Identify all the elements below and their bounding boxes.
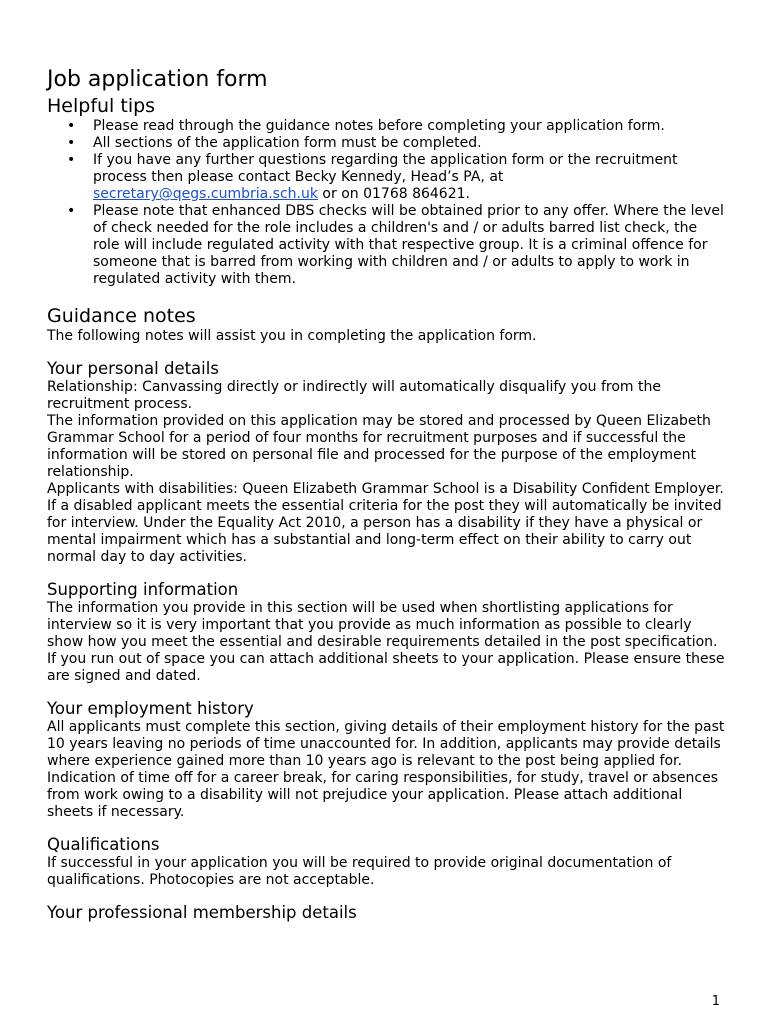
list-item <box>47 152 727 203</box>
section-heading: Your professional membership details <box>47 903 357 922</box>
section-paragraph: If successful in your application you will be required to provide original documentation of qualifications. Photocopies are not acceptable. <box>47 855 672 888</box>
tip-text: or on 01768 864621. <box>317 186 470 202</box>
section-paragraph: All applicants must complete this section, giving details of their employment history for the past 10 years leaving no periods of time unaccounted for. In addition, applicants may provide details where experience gained more than 10 years ago is relevant to the post being applied for. Indication of time off for a career break, for caring responsibilities, for study, travel or absences from work owing to a disability will not prejudice your application. Please attach additional sheets if necessary. <box>47 719 725 820</box>
helpful-tips-heading: Helpful tips <box>47 95 156 117</box>
section-paragraph: Applicants with disabilities: Queen Elizabeth Grammar School is a Disability Confident Employer. If a disabled applicant meets the essential criteria for the post they will automatically be invited for interview. Under the Equality Act 2010, a person has a disability if they have a physical or mental impairment which has a substantial and long-term effect on their ability to carry out normal day to day activities. <box>47 481 724 565</box>
section-paragraph: The information you provide in this section will be used when shortlisting applications for interview so it is very important that you provide as much information as possible to clearly show how you meet the essential and desirable requirements detailed in the post specification. If you run out of space you can attach additional sheets to your application. Please ensure these are signed and dated. <box>47 600 725 684</box>
guidance-intro: The following notes will assist you in completing the application form. <box>47 328 537 344</box>
page-title: Job application form <box>47 67 268 92</box>
list-item <box>47 118 727 135</box>
tip-text: If you have any further questions regarding the application form or the recruitment process then please contact Becky Kennedy, Head’s PA, at <box>93 152 678 185</box>
section-paragraph: The information provided on this application may be stored and processed by Queen Elizabeth Grammar School for a period of four months for recruitment purposes and if successful the information will be stored on personal file and processed for the purpose of the employment relationship. <box>47 413 711 480</box>
personal-details-section <box>47 358 727 566</box>
section-heading: Qualifications <box>47 835 160 854</box>
bullet-icon: • <box>67 152 76 168</box>
tip-text: Please read through the guidance notes before completing your application form. <box>93 118 665 134</box>
section-heading: Supporting information <box>47 580 239 599</box>
page-number: 1 <box>711 994 720 1009</box>
tip-text: Please note that enhanced DBS checks will be obtained prior to any offer. Where the level of check needed for the role includes a children's and / or adults barred list check, the role will include regulated activity with that respective group. It is a criminal offence for someone that is barred from working with children and / or adults to apply to work in regulated activity with them. <box>93 203 724 287</box>
bullet-icon: • <box>67 118 76 134</box>
document-page <box>47 66 727 923</box>
helpful-tips-list <box>47 118 727 288</box>
employment-history-section <box>47 698 727 821</box>
tip-text: All sections of the application form must be completed. <box>93 135 482 151</box>
bullet-icon: • <box>67 203 76 219</box>
supporting-information-section <box>47 579 727 685</box>
section-paragraph: Relationship: Canvassing directly or indirectly will automatically disqualify you from the recruitment process. <box>47 379 661 412</box>
bullet-icon: • <box>67 135 76 151</box>
section-heading: Your employment history <box>47 699 254 718</box>
section-heading: Your personal details <box>47 359 219 378</box>
guidance-notes-heading: Guidance notes <box>47 305 196 327</box>
email-link[interactable]: secretary@qegs.cumbria.sch.uk <box>93 186 318 202</box>
list-item <box>47 203 727 288</box>
qualifications-section <box>47 834 727 889</box>
professional-membership-section <box>47 902 727 923</box>
list-item <box>47 135 727 152</box>
